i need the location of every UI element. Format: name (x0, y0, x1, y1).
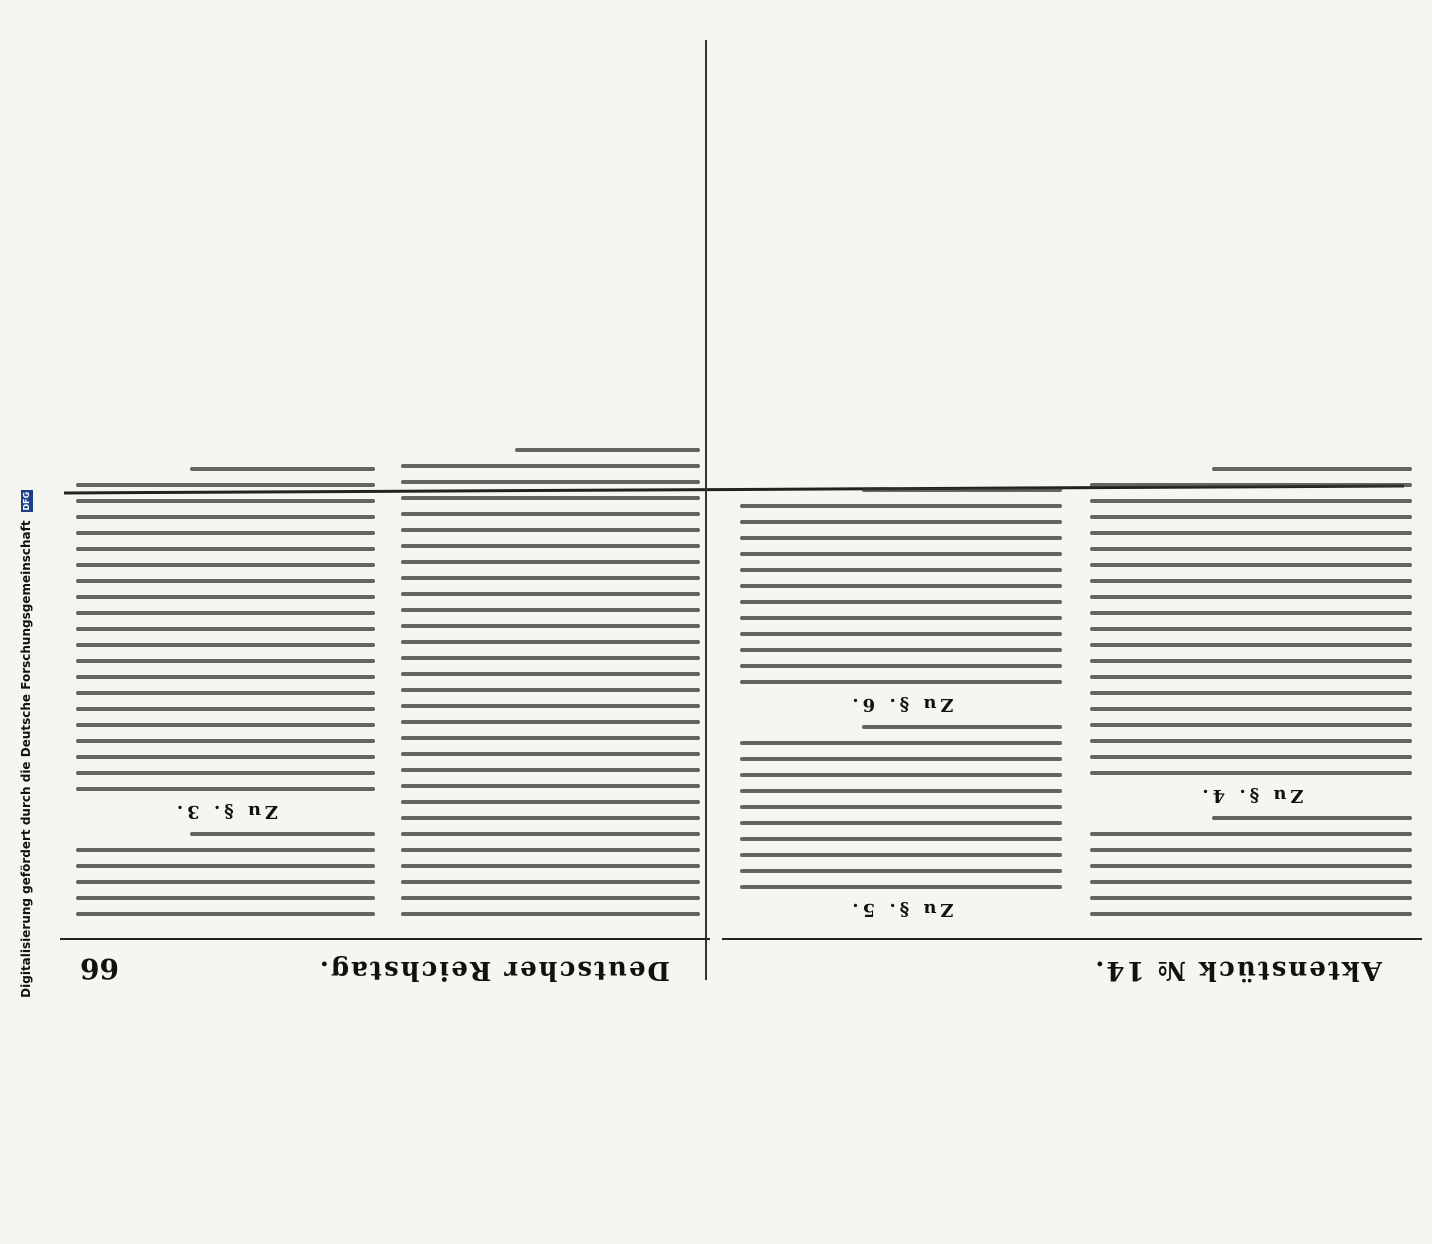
section-heading: Zu §. 4. (1198, 785, 1304, 806)
page-title: Aktenstück № 14. (1093, 955, 1382, 985)
left-page-column-1 (391, 20, 710, 928)
dfg-logo: DFG (21, 491, 31, 511)
right-page-column-2 (730, 20, 1072, 928)
page-header (60, 938, 710, 1000)
left-page-column-2 (66, 20, 385, 928)
page-header (722, 938, 1422, 1000)
credit-text: Digitalisierung gefördert durch die Deutsche Forschungsgemeinschaft (19, 520, 33, 998)
section-heading: Zu §. 5. (848, 899, 954, 920)
section-heading: Zu §. 6. (848, 694, 954, 715)
right-page-column-1 (1080, 20, 1422, 928)
section-heading: Zu §. 3. (172, 801, 279, 822)
left-page (60, 0, 710, 1000)
page-title: Deutscher Reichstag. (317, 955, 670, 985)
page-number: 66 (80, 952, 119, 985)
right-page (722, 0, 1422, 1000)
